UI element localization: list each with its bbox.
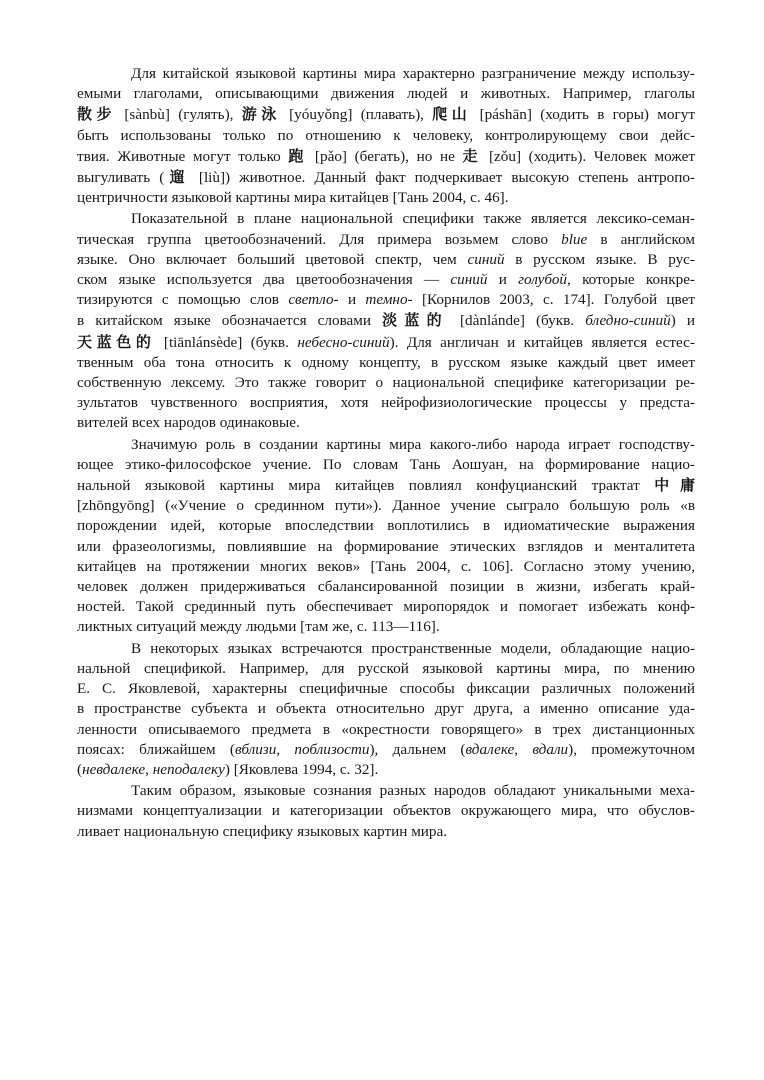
text-line: ском языке используется два цветообозначения — синий и голубой, которые конкре- [77,271,695,289]
text-line: языке. Оно включает больший цветовой спектр, чем синий в русском языке. В рус- [77,250,695,268]
text-line: выгуливать (遛 [liù]) животное. Данный факт подчеркивает высокую степень антропо- [77,168,695,187]
text-line: [zhōngyōng] («Учение о срединном пути»). Данное учение сыграло большую роль «в [77,497,695,515]
paragraph [77,209,695,433]
text-line: зультатов чувственного восприятия, хотя нейрофизиологические процессы у предста- [77,394,695,412]
text-line: в пространстве субъекта и объекта относительно друг друга, а именно описание уда- [77,700,695,718]
text-line: 散步 [sànbù] (гулять), 游泳 [yóuyǒng] (плавать), 爬山 [páshān] (ходить в горы) могут [77,105,695,124]
text-line: китайцев на протяжении многих веков» [Тань 2004, с. 106]. Согласно этому учению, [77,557,695,575]
text-line: ностей. Такой срединный путь обеспечивает миропорядок и помогает избежать конф- [77,598,695,616]
text-line: твенным оба тона относить к одному концепту, в русском языке каждый цвет имеет [77,353,695,371]
text-line: быть использованы только по отношению к человеку, контролирующему свои дейс- [77,126,695,144]
document-page [77,64,695,843]
text-line: вителей всех народов одинаковые. [77,414,300,432]
paragraph [77,781,695,842]
text-line: (невдалеке, неподалеку) [Яковлева 1994, с. 32]. [77,760,379,778]
text-line: ливает национальную специфику языковых картин мира. [77,822,448,840]
text-line: ющее этико-философское учение. По словам Тань Аошуан, на формирование нацио- [77,455,695,473]
text-line: или фразеологизмы, повлиявшие на формирование этических взглядов и менталитета [77,537,695,555]
text-line: порождении идей, которые впоследствии воплотились в идиоматические выражения [77,517,695,535]
text-line: низмами концептуализации и категоризации объектов окружающего мира, что обуслов- [77,802,695,820]
text-line: ленности описываемого предмета в «окрестности говорящего» в трех дистанционных [77,720,695,738]
text-line: поясах: ближайшем (вблизи, поблизости), дальнем (вдалеке, вдали), промежуточном [77,740,696,758]
paragraph [77,64,695,208]
text-line: емыми глаголами, описывающими движения людей и животных. Например, глаголы [77,85,695,103]
text-line: Значимую роль в создании картины мира какого-либо народа играет господству- [131,435,695,453]
paragraph [77,435,695,638]
text-line: Таким образом, языковые сознания разных народов обладают уникальными меха- [131,782,695,800]
text-line: тизируются с помощью слов светло- и темно- [Корнилов 2003, с. 174]. Голубой цвет [77,291,695,309]
text-line: В некоторых языках встречаются пространственные модели, обладающие нацио- [131,639,695,657]
paragraph [77,639,695,780]
text-line: собственную лексему. Это также говорит о национальной специфике категоризации ре- [77,374,695,392]
text-line: Е. С. Яковлевой, характерны специфичные способы фиксации различных положений [77,680,695,698]
text-line: нальной спецификой. Например, для русской языковой картины мира, по мнению [77,659,695,677]
text-line: в китайском языке обозначается словами 淡蓝的 [dànlánde] (букв. бледно-синий) и [77,311,695,330]
text-line: 天蓝色的 [tiānlánsède] (букв. небесно-синий). Для англичан и китайцев является естес- [77,332,695,351]
text-line: Показательной в плане национальной специфики также является лексико-семан- [131,210,695,228]
text-line: твия. Животные могут только 跑 [pǎo] (бегать), но не 走 [zǒu] (ходить). Человек может [77,146,695,165]
text-line: ликтных ситуаций между людьми [там же, с. 113—116]. [77,618,440,636]
text-line: тическая группа цветообозначений. Для примера возьмем слово blue в английском [77,230,695,248]
text-line: человек должен придерживаться сбалансированной позиции в жизни, избегать край- [77,578,695,596]
text-line: Для китайской языковой картины мира характерно разграничение между использу- [131,65,695,82]
text-line: центричности языковой картины мира китайцев [Тань 2004, с. 46]. [77,189,509,207]
text-line: нальной языковой картины мира китайцев повлиял конфуцианский трактат 中庸 [77,476,695,495]
